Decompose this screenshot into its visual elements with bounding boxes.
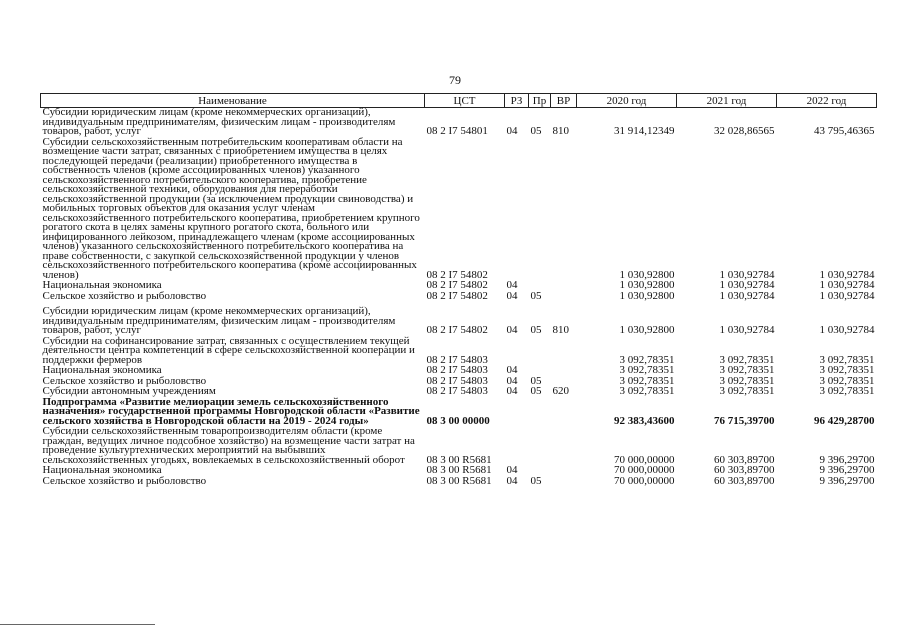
row-rz	[505, 137, 529, 281]
table-row	[41, 386, 877, 397]
row-vr	[551, 476, 577, 487]
row-name: Сельское хозяйство и рыболовство	[42, 289, 207, 302]
row-2020: 70 000,00000	[614, 474, 675, 487]
row-2022: 96 429,28700	[814, 414, 875, 427]
row-2021: 1 030,92784	[719, 279, 775, 291]
row-name: Субсидии на софинансирование затрат, связанных с осуществлением текущей деятельности центра компетенций в сфере сельскохозяйственной кооперации и поддержки фермеров	[42, 334, 415, 366]
row-cst: 08 2 I7 54802	[426, 268, 488, 281]
row-2021: 76 715,39700	[714, 414, 775, 427]
header-rz: РЗ	[505, 94, 529, 108]
header-vr: ВР	[551, 94, 577, 108]
table-row	[41, 397, 877, 427]
row-2020: 1 030,92800	[619, 279, 675, 291]
row-2021: 32 028,86565	[714, 125, 775, 137]
row-2021: 3 092,78351	[719, 385, 775, 397]
table-row	[41, 108, 877, 137]
row-cst: 08 2 I7 54801	[426, 125, 488, 137]
table-body	[41, 108, 877, 487]
row-2022: 1 030,92784	[819, 268, 875, 281]
row-pr: 05	[530, 474, 542, 487]
row-name: Национальная экономика	[42, 464, 162, 476]
row-pr	[529, 426, 551, 465]
row-2020: 3 092,78351	[619, 385, 675, 397]
row-2020: 3 092,78351	[619, 353, 675, 366]
row-vr	[551, 426, 577, 465]
row-vr	[551, 397, 577, 427]
page-number: 79	[449, 73, 461, 87]
header-2020: 2020 год	[577, 94, 677, 108]
row-cst: 08 3 00 00000	[426, 414, 490, 427]
row-rz: 04	[506, 324, 518, 336]
row-cst: 08 2 I7 54803	[426, 364, 488, 376]
row-pr: 05	[530, 374, 542, 387]
row-2021: 1 030,92784	[719, 289, 775, 302]
row-2021: 1 030,92784	[719, 268, 775, 281]
table-row	[41, 476, 877, 487]
row-2022: 1 030,92784	[819, 279, 875, 291]
row-vr	[551, 336, 577, 366]
row-pr: 05	[530, 125, 542, 137]
row-cst: 08 2 I7 54803	[426, 385, 488, 397]
row-2022: 1 030,92784	[819, 289, 875, 302]
row-2022: 3 092,78351	[819, 374, 875, 387]
row-2020: 3 092,78351	[619, 374, 675, 387]
table-row	[41, 426, 877, 465]
row-2020: 1 030,92800	[619, 324, 675, 336]
row-rz: 04	[506, 374, 518, 387]
row-2021: 3 092,78351	[719, 353, 775, 366]
row-pr	[529, 336, 551, 366]
table-row	[41, 291, 877, 302]
row-2020: 31 914,12349	[614, 125, 675, 137]
header-cst: ЦСТ	[425, 94, 505, 108]
row-vr	[551, 291, 577, 302]
row-2022: 3 092,78351	[819, 353, 875, 366]
row-vr	[551, 280, 577, 291]
row-2022: 3 092,78351	[819, 364, 875, 376]
row-cst: 08 2 I7 54803	[426, 353, 488, 366]
budget-table	[40, 93, 877, 486]
header-2022: 2022 год	[777, 94, 877, 108]
row-rz: 04	[506, 289, 518, 302]
row-2020: 92 383,43600	[614, 414, 675, 427]
row-pr	[529, 465, 551, 476]
row-rz	[505, 426, 529, 465]
row-pr	[529, 365, 551, 376]
row-cst: 08 2 I7 54802	[426, 279, 488, 291]
row-2021: 3 092,78351	[719, 364, 775, 376]
table-row	[41, 465, 877, 476]
row-pr: 05	[530, 385, 542, 397]
row-2020: 1 030,92800	[619, 268, 675, 281]
row-pr	[529, 397, 551, 427]
row-rz: 04	[506, 279, 518, 291]
row-name: Субсидии сельскохозяйственным товаропроизводителям области (кроме граждан, ведущих личное подсобное хозяйство) на возмещение части затрат на проведение культуртехнических мероприятий на выбывших сельскохозяйственных угодьях, вовлекаемых в сельскохозяйственный оборот	[42, 425, 415, 466]
row-pr	[529, 280, 551, 291]
row-pr: 05	[530, 324, 542, 336]
row-rz: 04	[506, 464, 518, 476]
row-vr	[551, 365, 577, 376]
row-2021: 60 303,89700	[714, 464, 775, 476]
row-2021: 60 303,89700	[714, 453, 775, 466]
table-row	[41, 365, 877, 376]
row-2022: 9 396,29700	[819, 474, 875, 487]
row-vr: 810	[552, 324, 569, 336]
row-name: Сельское хозяйство и рыболовство	[42, 374, 207, 387]
table-row	[41, 336, 877, 366]
row-name: Национальная экономика	[42, 364, 162, 376]
row-2020: 70 000,00000	[614, 464, 675, 476]
row-vr: 810	[552, 125, 569, 137]
row-name: Субсидии юридическим лицам (кроме некоммерческих организаций), индивидуальным предпринимателям, физическим лицам - производителям товаров, работ, услуг	[42, 305, 396, 336]
row-cst: 08 3 00 R5681	[426, 474, 492, 487]
row-pr: 05	[530, 289, 542, 302]
header-pr: Пр	[529, 94, 551, 108]
row-name: Субсидии сельскохозяйственным потребительским кооперативам области на возмещение части затрат, связанных с приобретением имущества в целях последующей передачи (реализации) приобретенного имущества в собственность членов (кроме ассоциированных членов) указанного сельскохозяйственного потребительского кооператива, приобретение сельскохозяйственной техники, оборудования для переработки сельскохозяйственной продукции (за исключением продукции свиноводства) и мобильных торговых объектов для оказания услуг членам сельскохозяйственного потребительского кооператива, приобретением крупного рогатого скота в целях замены крупного рогатого скота, больного или инфицированного лейкозом, принадлежащего членам (кроме ассоциированных членов) указанного сельскохозяйственного потребительского кооператива на праве собственности, с закупкой сельскохозяйственной продукции у членов сельскохозяйственного потребительского кооператива (кроме ассоциированных членов)	[42, 135, 420, 281]
row-name: Субсидии автономным учреждениям	[42, 385, 216, 397]
table-row	[41, 301, 877, 336]
header-2021: 2021 год	[677, 94, 777, 108]
row-2021: 3 092,78351	[719, 374, 775, 387]
row-2022: 9 396,29700	[819, 464, 875, 476]
row-name: Подпрограмма «Развитие мелиорации земель сельскохозяйственного назначения» государственной программы Новгородской области «Развитие сельского хозяйства в Новгородской области на 2019 - 2024 годы»	[42, 395, 420, 427]
row-name: Субсидии юридическим лицам (кроме некоммерческих организаций), индивидуальным предпринимателям, физическим лицам - производителям товаров, работ, услуг	[42, 106, 396, 137]
row-cst: 08 2 I7 54802	[426, 324, 488, 336]
row-2022: 9 396,29700	[819, 453, 875, 466]
row-cst: 08 3 00 R5681	[426, 464, 492, 476]
row-vr	[551, 137, 577, 281]
row-rz	[505, 397, 529, 427]
row-cst: 08 2 I7 54803	[426, 374, 488, 387]
row-vr	[551, 465, 577, 476]
row-rz: 04	[506, 125, 518, 137]
row-rz	[505, 336, 529, 366]
table-row	[41, 137, 877, 281]
row-2022: 3 092,78351	[819, 385, 875, 397]
row-2021: 60 303,89700	[714, 474, 775, 487]
row-rz: 04	[506, 385, 518, 397]
row-rz: 04	[506, 474, 518, 487]
row-pr	[529, 137, 551, 281]
row-2020: 1 030,92800	[619, 289, 675, 302]
row-cst: 08 2 I7 54802	[426, 289, 488, 302]
header-name: Наименование	[41, 94, 425, 108]
row-cst: 08 3 00 R5681	[426, 453, 492, 466]
row-2022: 43 795,46365	[814, 125, 875, 137]
table-row	[41, 280, 877, 291]
row-name: Национальная экономика	[42, 279, 162, 291]
row-2022: 1 030,92784	[819, 324, 875, 336]
row-rz: 04	[506, 364, 518, 376]
row-2020: 70 000,00000	[614, 453, 675, 466]
row-2021: 1 030,92784	[719, 324, 775, 336]
row-name: Сельское хозяйство и рыболовство	[42, 474, 207, 487]
footnote-divider	[0, 624, 155, 625]
row-2020: 3 092,78351	[619, 364, 675, 376]
row-vr: 620	[552, 385, 569, 397]
